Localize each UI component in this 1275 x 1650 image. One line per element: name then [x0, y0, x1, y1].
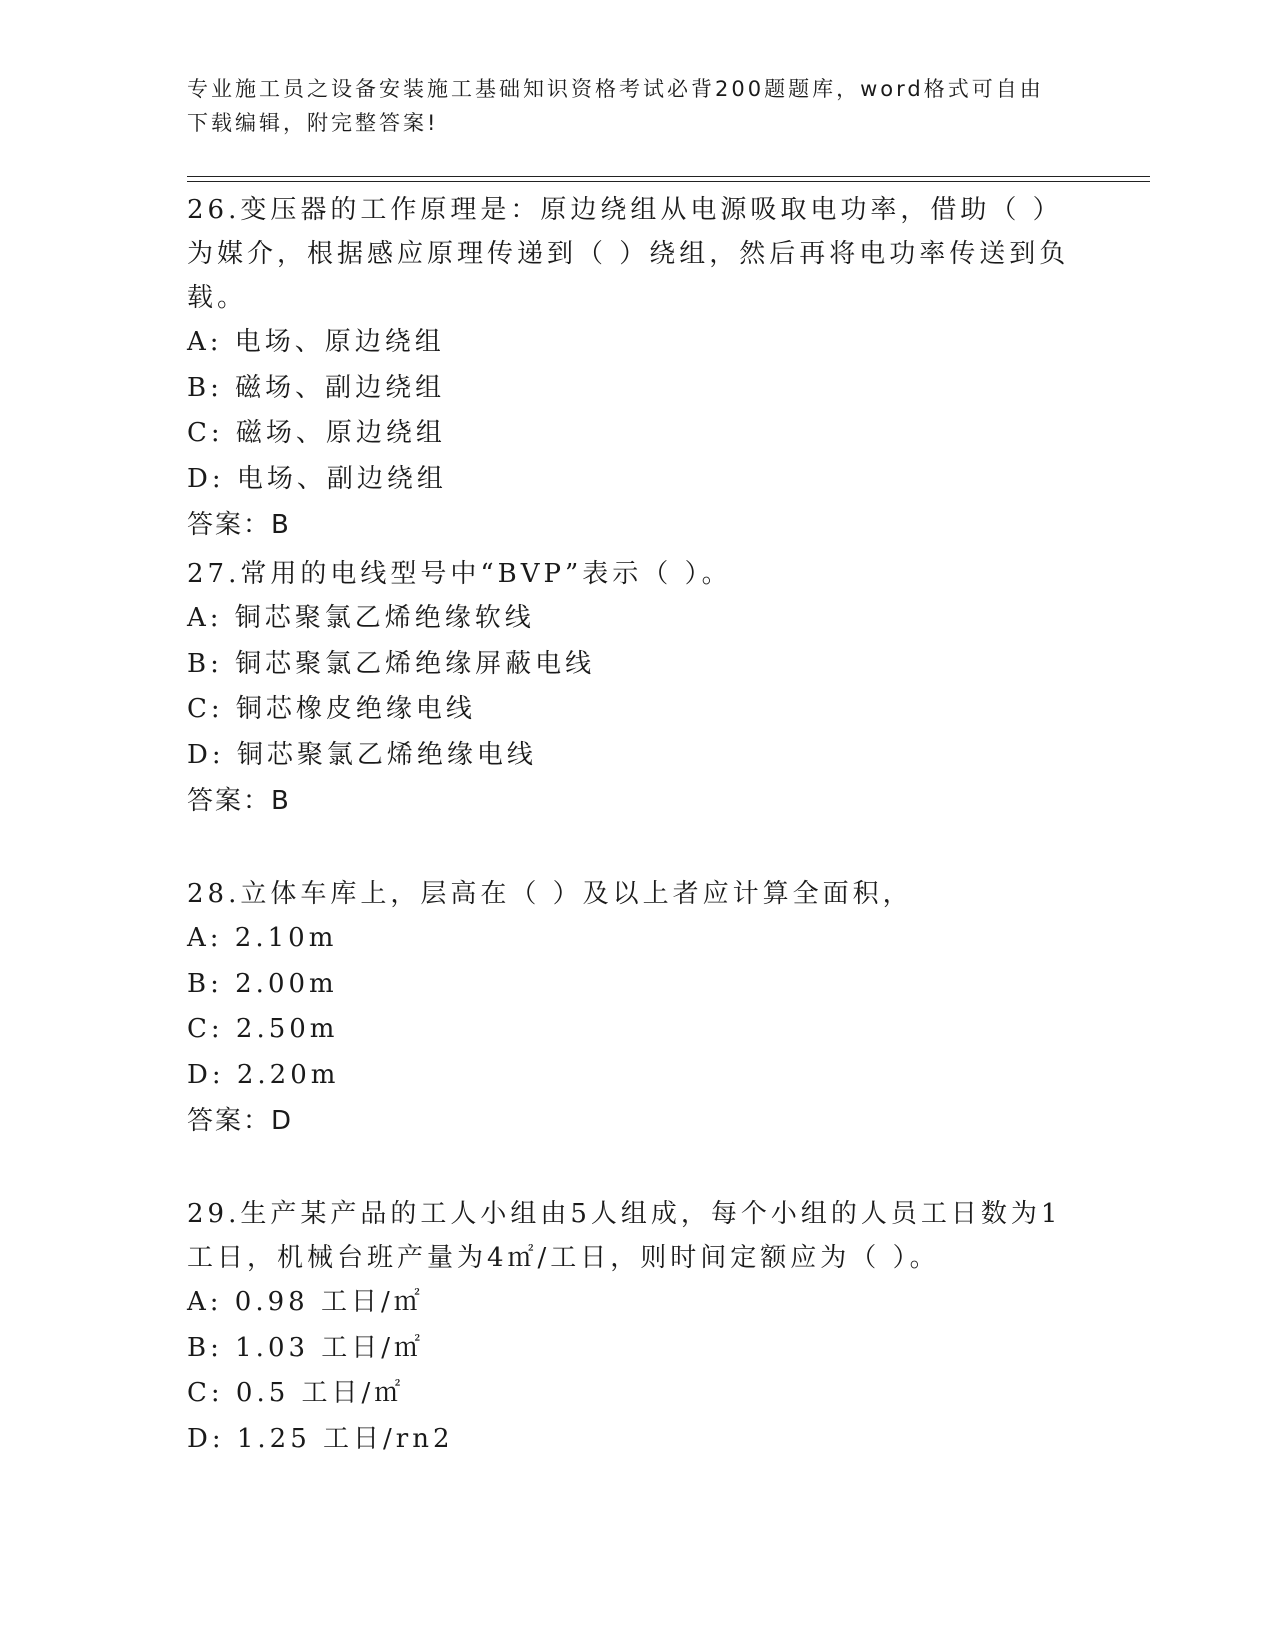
- question-stem: 27.常用的电线型号中“BVP”表示（ ）。: [187, 559, 732, 589]
- question-28: [187, 872, 1087, 1144]
- option-d: D: 铜芯聚氯乙烯绝缘电线: [187, 739, 537, 770]
- option-c: C: 磁场、原边绕组: [187, 418, 446, 448]
- option-b: B: 铜芯聚氯乙烯绝缘屏蔽电线: [187, 648, 596, 679]
- option-d: D: 1.25 工日/rn2: [187, 1423, 454, 1454]
- option-c: C: 铜芯橡皮绝缘电线: [187, 694, 476, 724]
- document-header: 专业施工员之设备安装施工基础知识资格考试必背200题题库，word格式可自由下载编辑，附完整答案!: [187, 77, 1044, 135]
- option-b: B: 2.00m: [187, 968, 338, 999]
- option-d: D: 2.20m: [187, 1059, 340, 1090]
- header-divider-bottom: [187, 181, 1150, 182]
- question-29: [187, 1192, 1087, 1462]
- question-stem: 29.生产某产品的工人小组由5人组成，每个小组的人员工日数为1工日，机械台班产量为4㎡/工日，则时间定额应为（ ）。: [187, 1199, 1062, 1273]
- question-26: [187, 188, 1087, 548]
- answer-line: 答案：B: [187, 510, 291, 540]
- option-c: C: 2.50m: [187, 1014, 339, 1044]
- answer-line: 答案：D: [187, 1106, 294, 1136]
- question-stem: 28.立体车库上，层高在（ ）及以上者应计算全面积，: [187, 879, 913, 909]
- question-stem: 26.变压器的工作原理是：原边绕组从电源吸取电功率，借助（ ）为媒介，根据感应原理传递到（ ）绕组，然后再将电功率传送到负载。: [187, 195, 1070, 313]
- header-divider-top: [187, 176, 1150, 177]
- option-b: B: 磁场、副边绕组: [187, 372, 446, 403]
- option-d: D: 电场、副边绕组: [187, 463, 447, 494]
- option-a: A: 铜芯聚氯乙烯绝缘软线: [187, 603, 535, 633]
- option-a: A: 2.10m: [187, 923, 338, 953]
- option-a: A: 电场、原边绕组: [187, 327, 445, 357]
- question-27: [187, 552, 1087, 824]
- option-a: A: 0.98 工日/㎡: [187, 1287, 424, 1317]
- answer-line: 答案：B: [187, 786, 291, 816]
- option-c: C: 0.5 工日/㎡: [187, 1378, 405, 1408]
- option-b: B: 1.03 工日/㎡: [187, 1332, 425, 1363]
